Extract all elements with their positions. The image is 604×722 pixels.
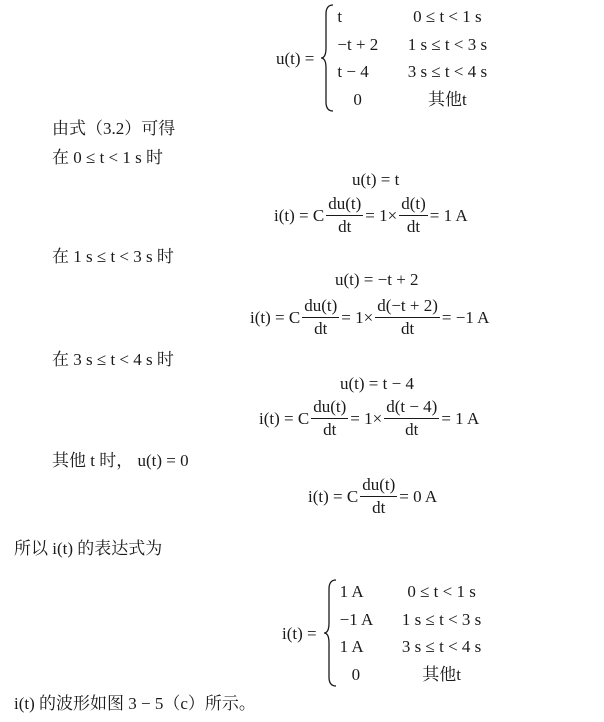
result: = 1 A [441,408,480,428]
u-piecewise-equation [276,3,497,113]
fraction-denominator: dt [400,318,415,338]
i-piecewise-lhs: i(t) = [282,623,317,643]
u-case-cond: 0 ≤ t < 1 s [413,7,482,27]
u-piecewise-cases [316,3,497,113]
left-brace-icon [320,4,334,112]
so-expression-text: 所以 i(t) 的表达式为 [14,539,163,558]
multiplier: = 1× [341,307,374,327]
u-piecewise-lhs: u(t) = [276,48,315,68]
result: = 1 A [429,205,468,225]
fraction-numerator: d(−t + 2) [375,297,440,318]
u-case-row [337,3,497,31]
u-case-cond: 1 s ≤ t < 3 s [407,34,488,54]
u-case-expr: −t + 2 [337,34,379,54]
fraction-numerator: d(t) [399,195,428,216]
fraction-numerator: du(t) [311,398,348,419]
derivative-fraction [399,195,428,236]
i-cases-list [340,578,492,688]
i-case-row [340,578,492,606]
i-case-expr: 1 A [339,637,364,657]
fraction-numerator: du(t) [360,476,397,497]
i-case-row [340,633,492,661]
fraction-denominator: dt [314,318,328,338]
fraction-numerator: d(t − 4) [384,398,439,419]
i-case-cond: 其他t [422,664,461,684]
i-case-cond: 0 ≤ t < 1 s [407,582,476,602]
i-lhs: i(t) = C [259,408,310,428]
i-case-expr: −1 A [339,609,374,629]
waveform-text: i(t) 的波形如图 3 − 5（c）所示。 [14,694,256,713]
from-equation-text: 由式（3.2）可得 [52,119,176,138]
case2-u-equation: u(t) = −t + 2 [335,270,419,289]
derivative-fraction [311,398,348,439]
result: = −1 A [441,307,490,327]
fraction-numerator: du(t) [326,195,363,216]
i-case-expr: 1 A [339,582,364,602]
multiplier: = 1× [365,205,398,225]
i-case-expr: 0 [351,664,361,684]
i-piecewise-cases [319,578,492,688]
fraction-denominator: dt [406,216,421,236]
case3-heading: 在 3 s ≤ t < 4 s 时 [52,350,174,369]
fraction-denominator: dt [338,216,352,236]
case4-i-equation [308,476,437,517]
u-case-row [337,31,497,59]
result: = 0 A [399,486,438,506]
derivative-fraction [302,297,339,338]
case1-u-equation: u(t) = t [352,170,400,189]
i-case-row [340,606,492,634]
u-case-cond: 其他t [428,89,467,109]
i-piecewise-equation [282,578,492,688]
derivative-fraction [326,195,363,236]
fraction-denominator: dt [323,419,337,439]
u-cases-list [337,3,497,113]
derivative-fraction [375,297,440,338]
case2-heading: 在 1 s ≤ t < 3 s 时 [52,247,174,266]
i-case-cond: 3 s ≤ t < 4 s [401,637,482,657]
case2-i-equation [250,297,489,338]
fraction-numerator: du(t) [302,297,339,318]
derivative-fraction [384,398,439,439]
multiplier: = 1× [350,408,383,428]
left-brace-icon [323,579,337,687]
fraction-denominator: dt [372,497,386,517]
u-case-row [337,86,497,114]
u-case-expr: 0 [353,89,362,109]
i-case-row [340,661,492,689]
fraction-denominator: dt [405,419,419,439]
u-case-expr: t − 4 [337,62,369,82]
i-lhs: i(t) = C [308,486,359,506]
case1-heading: 在 0 ≤ t < 1 s 时 [52,148,164,167]
u-case-cond: 3 s ≤ t < 4 s [407,62,488,82]
case3-u-equation: u(t) = t − 4 [340,374,414,393]
i-lhs: i(t) = C [274,205,325,225]
i-case-cond: 1 s ≤ t < 3 s [401,609,482,629]
i-lhs: i(t) = C [250,307,301,327]
derivative-fraction [360,476,397,517]
case4-heading: 其他 t 时， u(t) = 0 [52,451,189,470]
u-case-expr: t [337,7,343,27]
u-case-row [337,58,497,86]
case3-i-equation [259,398,479,439]
case1-i-equation [274,195,468,236]
